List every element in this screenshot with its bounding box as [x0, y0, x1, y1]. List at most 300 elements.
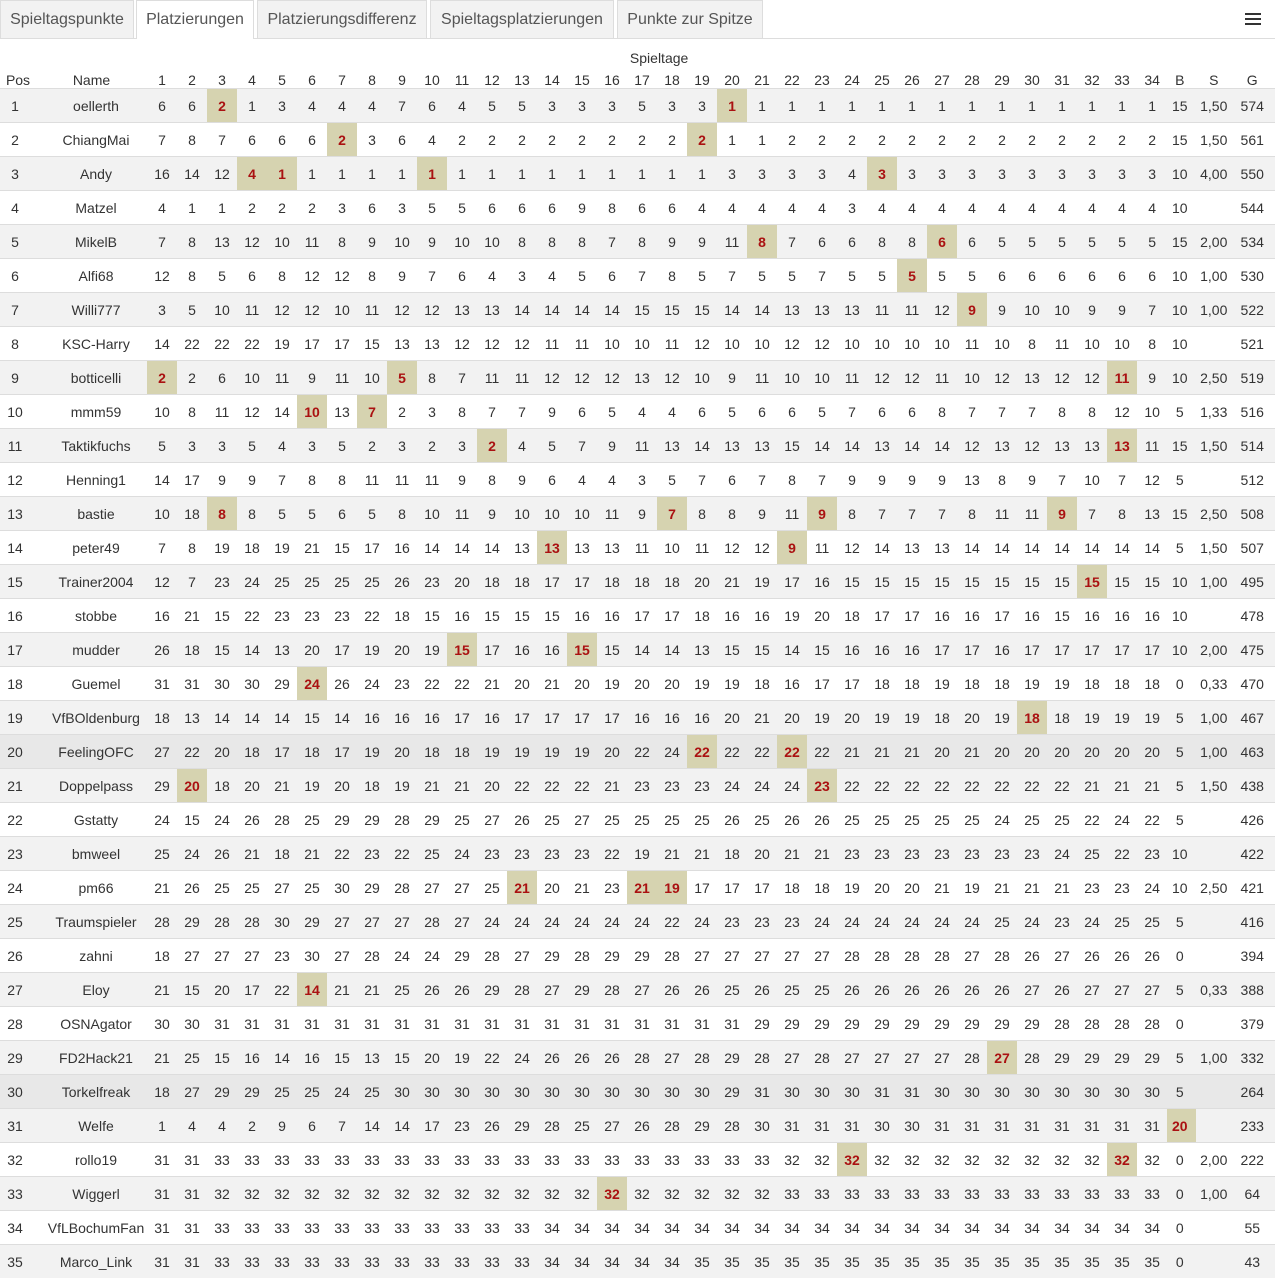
- pos-cell: 32: [0, 1143, 36, 1177]
- pos-cell: 7: [0, 293, 36, 327]
- placement-cell: 24: [357, 667, 387, 701]
- col-header-day[interactable]: 21: [747, 66, 777, 89]
- placement-cell: 28: [147, 905, 177, 939]
- placement-cell: 6: [507, 191, 537, 225]
- placement-cell: 1: [837, 89, 867, 123]
- placement-cell: 20: [507, 667, 537, 701]
- placement-cell: 21: [147, 871, 177, 905]
- placement-cell: 21: [477, 667, 507, 701]
- placement-cell: 19: [1017, 667, 1047, 701]
- name-cell: Gstatty: [36, 803, 147, 837]
- placement-cell: 30: [447, 1075, 477, 1109]
- pos-cell: 15: [0, 565, 36, 599]
- best-placement-cell: 15: [1077, 565, 1107, 599]
- placement-cell: 29: [1077, 1041, 1107, 1075]
- placement-cell: 11: [537, 327, 567, 361]
- placement-cell: 5: [147, 429, 177, 463]
- col-header-s[interactable]: S: [1196, 66, 1235, 89]
- placement-cell: 3: [387, 429, 417, 463]
- placements-table: [0, 46, 1275, 1278]
- col-header-day[interactable]: 10: [417, 66, 447, 89]
- col-header-day[interactable]: 8: [357, 66, 387, 89]
- placement-cell: 16: [897, 633, 927, 667]
- placement-cell: 31: [417, 1007, 447, 1041]
- placement-cell: 7: [597, 225, 627, 259]
- placement-cell: 3: [177, 429, 207, 463]
- placement-cell: 29: [837, 1007, 867, 1041]
- placement-cell: 16: [1077, 599, 1107, 633]
- placement-cell: 8: [357, 259, 387, 293]
- table-row: [0, 293, 1275, 327]
- s-cell: [1196, 327, 1235, 361]
- placement-cell: 16: [807, 565, 837, 599]
- placement-cell: 13: [687, 633, 717, 667]
- placement-cell: 34: [1047, 1211, 1077, 1245]
- placement-cell: 13: [597, 531, 627, 565]
- placement-cell: 14: [867, 531, 897, 565]
- placement-cell: 13: [987, 429, 1017, 463]
- name-cell: VfLBochumFan: [36, 1211, 147, 1245]
- placement-cell: 34: [867, 1211, 897, 1245]
- placement-cell: 22: [807, 735, 837, 769]
- placement-cell: 26: [1047, 973, 1077, 1007]
- placement-cell: 31: [177, 667, 207, 701]
- placement-cell: 17: [1107, 633, 1137, 667]
- placement-cell: 19: [567, 735, 597, 769]
- placement-cell: 30: [237, 667, 267, 701]
- placement-cell: 22: [237, 327, 267, 361]
- placement-cell: 9: [267, 1109, 297, 1143]
- placement-cell: 33: [867, 1177, 897, 1211]
- tab-punkte-zur-spitze[interactable]: Punkte zur Spitze: [617, 0, 763, 38]
- total-cell: 495: [1235, 565, 1275, 599]
- placement-cell: 25: [357, 1075, 387, 1109]
- placement-cell: 21: [147, 973, 177, 1007]
- col-header-g[interactable]: G: [1235, 66, 1275, 89]
- placement-cell: 5: [477, 89, 507, 123]
- placement-cell: 15: [507, 599, 537, 633]
- table-row: [0, 871, 1275, 905]
- best-placement-cell: 1: [417, 157, 447, 191]
- placement-cell: 23: [837, 837, 867, 871]
- bonus-cell: 10: [1167, 599, 1196, 633]
- placement-cell: 25: [177, 1041, 207, 1075]
- col-header-day[interactable]: 28: [957, 66, 987, 89]
- total-cell: 264: [1235, 1075, 1275, 1109]
- placement-cell: 2: [777, 123, 807, 157]
- placement-cell: 17: [327, 327, 357, 361]
- placement-cell: 1: [507, 157, 537, 191]
- placement-cell: 1: [1017, 89, 1047, 123]
- placement-cell: 13: [177, 701, 207, 735]
- col-header-day[interactable]: 20: [717, 66, 747, 89]
- placement-cell: 3: [207, 429, 237, 463]
- placement-cell: 22: [507, 769, 537, 803]
- placement-cell: 20: [207, 735, 237, 769]
- total-cell: 416: [1235, 905, 1275, 939]
- tab-spieltagspunkte[interactable]: Spieltagspunkte: [0, 0, 134, 38]
- name-cell: VfBOldenburg: [36, 701, 147, 735]
- col-header-day[interactable]: 4: [237, 66, 267, 89]
- s-cell: [1196, 939, 1235, 973]
- placement-cell: 34: [537, 1211, 567, 1245]
- placement-cell: 2: [957, 123, 987, 157]
- col-header-day[interactable]: 9: [387, 66, 417, 89]
- placement-cell: 33: [327, 1211, 357, 1245]
- col-header-day[interactable]: 22: [777, 66, 807, 89]
- placement-cell: 17: [537, 701, 567, 735]
- placement-cell: 16: [687, 701, 717, 735]
- placement-cell: 5: [807, 395, 837, 429]
- placement-cell: 31: [357, 1007, 387, 1041]
- table-row: [0, 565, 1275, 599]
- spieltage-header: Spieltage: [147, 46, 1167, 66]
- placement-cell: 29: [447, 939, 477, 973]
- col-header-day[interactable]: 30: [1017, 66, 1047, 89]
- placement-cell: 32: [357, 1177, 387, 1211]
- best-placement-cell: 7: [357, 395, 387, 429]
- placement-cell: 25: [387, 973, 417, 1007]
- placement-cell: 6: [237, 259, 267, 293]
- col-header-day[interactable]: 32: [1077, 66, 1107, 89]
- placement-cell: 24: [657, 735, 687, 769]
- placement-cell: 31: [297, 1007, 327, 1041]
- placement-cell: 12: [477, 327, 507, 361]
- placement-cell: 15: [1137, 565, 1167, 599]
- placement-cell: 23: [297, 599, 327, 633]
- placement-cell: 8: [987, 463, 1017, 497]
- placement-cell: 10: [417, 497, 447, 531]
- placement-cell: 16: [627, 701, 657, 735]
- placement-cell: 12: [657, 361, 687, 395]
- placement-cell: 17: [567, 565, 597, 599]
- placement-cell: 31: [177, 1245, 207, 1278]
- col-header-b[interactable]: B: [1167, 66, 1196, 89]
- placement-cell: 32: [927, 1143, 957, 1177]
- placement-cell: 20: [477, 769, 507, 803]
- placement-cell: 4: [1017, 191, 1047, 225]
- placement-cell: 4: [297, 89, 327, 123]
- placement-cell: 25: [297, 565, 327, 599]
- placement-cell: 33: [237, 1143, 267, 1177]
- bonus-cell: 5: [1167, 1041, 1196, 1075]
- placement-cell: 5: [447, 191, 477, 225]
- col-header-day[interactable]: 29: [987, 66, 1017, 89]
- placement-cell: 17: [267, 735, 297, 769]
- placement-cell: 16: [507, 633, 537, 667]
- placement-cell: 28: [567, 939, 597, 973]
- placement-cell: 11: [1047, 327, 1077, 361]
- placement-cell: 4: [207, 1109, 237, 1143]
- total-cell: 467: [1235, 701, 1275, 735]
- placement-cell: 19: [267, 531, 297, 565]
- col-header-day[interactable]: 2: [177, 66, 207, 89]
- name-cell: OSNAgator: [36, 1007, 147, 1041]
- col-header-day[interactable]: 5: [267, 66, 297, 89]
- placement-cell: 18: [147, 1075, 177, 1109]
- placement-cell: 17: [177, 463, 207, 497]
- s-cell: [1196, 599, 1235, 633]
- best-placement-cell: 2: [207, 89, 237, 123]
- name-cell: bmweel: [36, 837, 147, 871]
- placement-cell: 27: [1017, 973, 1047, 1007]
- placement-cell: 24: [537, 905, 567, 939]
- placement-cell: 7: [1077, 497, 1107, 531]
- placement-cell: 16: [657, 701, 687, 735]
- placement-cell: 15: [1047, 565, 1077, 599]
- placement-cell: 9: [507, 463, 537, 497]
- placement-cell: 24: [807, 905, 837, 939]
- s-cell: [1196, 1211, 1235, 1245]
- placement-cell: 24: [777, 769, 807, 803]
- placement-cell: 16: [357, 701, 387, 735]
- placement-cell: 18: [627, 565, 657, 599]
- placement-cell: 34: [627, 1245, 657, 1278]
- placement-cell: 14: [987, 531, 1017, 565]
- bonus-cell: 0: [1167, 1177, 1196, 1211]
- placement-cell: 25: [477, 871, 507, 905]
- table-row: [0, 157, 1275, 191]
- placement-cell: 24: [507, 1041, 537, 1075]
- placement-cell: 20: [447, 565, 477, 599]
- placement-cell: 8: [177, 225, 207, 259]
- placement-cell: 9: [837, 463, 867, 497]
- col-header-day[interactable]: 17: [627, 66, 657, 89]
- hamburger-menu-icon[interactable]: [1243, 10, 1263, 28]
- col-header-day[interactable]: 16: [597, 66, 627, 89]
- placement-cell: 6: [1137, 259, 1167, 293]
- placement-cell: 18: [147, 701, 177, 735]
- placement-cell: 3: [627, 463, 657, 497]
- col-header-day[interactable]: 12: [477, 66, 507, 89]
- placement-cell: 15: [777, 429, 807, 463]
- total-cell: 550: [1235, 157, 1275, 191]
- placement-cell: 15: [357, 327, 387, 361]
- placement-cell: 32: [987, 1143, 1017, 1177]
- col-header-day[interactable]: 1: [147, 66, 177, 89]
- placement-cell: 8: [507, 225, 537, 259]
- placement-cell: 11: [957, 327, 987, 361]
- name-cell: Henning1: [36, 463, 147, 497]
- placement-cell: 27: [327, 905, 357, 939]
- placement-cell: 27: [237, 939, 267, 973]
- placement-cell: 8: [927, 395, 957, 429]
- col-header-day[interactable]: 19: [687, 66, 717, 89]
- placement-cell: 15: [177, 803, 207, 837]
- placement-cell: 19: [837, 871, 867, 905]
- placement-cell: 4: [837, 157, 867, 191]
- placement-cell: 17: [1047, 633, 1077, 667]
- placement-cell: 22: [957, 769, 987, 803]
- placement-cell: 16: [567, 599, 597, 633]
- placement-cell: 7: [207, 123, 237, 157]
- placement-cell: 13: [717, 429, 747, 463]
- placement-cell: 28: [477, 939, 507, 973]
- bonus-cell: 10: [1167, 293, 1196, 327]
- placement-cell: 31: [1017, 1109, 1047, 1143]
- placement-cell: 10: [1107, 327, 1137, 361]
- table-row: [0, 667, 1275, 701]
- placement-cell: 27: [327, 939, 357, 973]
- placement-cell: 35: [897, 1245, 927, 1278]
- total-cell: 516: [1235, 395, 1275, 429]
- col-header-day[interactable]: 18: [657, 66, 687, 89]
- col-header-day[interactable]: 23: [807, 66, 837, 89]
- placement-cell: 18: [237, 531, 267, 565]
- placement-cell: 8: [1047, 395, 1077, 429]
- col-header-day[interactable]: 11: [447, 66, 477, 89]
- placement-cell: 15: [837, 565, 867, 599]
- placement-cell: 25: [627, 803, 657, 837]
- placement-cell: 22: [1137, 803, 1167, 837]
- placement-cell: 10: [657, 531, 687, 565]
- placement-cell: 4: [897, 191, 927, 225]
- placement-cell: 8: [777, 463, 807, 497]
- pos-cell: 29: [0, 1041, 36, 1075]
- placement-cell: 29: [777, 1007, 807, 1041]
- bonus-cell: 10: [1167, 565, 1196, 599]
- placement-cell: 2: [627, 123, 657, 157]
- col-header-day[interactable]: 6: [297, 66, 327, 89]
- placement-cell: 8: [867, 225, 897, 259]
- placement-cell: 28: [987, 939, 1017, 973]
- placement-cell: 15: [1047, 599, 1077, 633]
- placement-cell: 31: [627, 1007, 657, 1041]
- placement-cell: 6: [357, 191, 387, 225]
- placement-cell: 29: [477, 973, 507, 1007]
- placement-cell: 17: [327, 633, 357, 667]
- bonus-cell: 0: [1167, 1211, 1196, 1245]
- placement-cell: 26: [147, 633, 177, 667]
- name-cell: Marco_Link: [36, 1245, 147, 1278]
- placement-cell: 8: [1017, 327, 1047, 361]
- placement-cell: 27: [357, 905, 387, 939]
- placement-cell: 18: [207, 769, 237, 803]
- pos-cell: 9: [0, 361, 36, 395]
- col-header-day[interactable]: 24: [837, 66, 867, 89]
- placement-cell: 28: [1077, 1007, 1107, 1041]
- table-row: [0, 905, 1275, 939]
- placement-cell: 20: [957, 701, 987, 735]
- placement-cell: 2: [447, 123, 477, 157]
- placement-cell: 28: [357, 939, 387, 973]
- placement-cell: 1: [867, 89, 897, 123]
- bonus-cell: 5: [1167, 769, 1196, 803]
- placement-cell: 6: [567, 395, 597, 429]
- placement-cell: 32: [267, 1177, 297, 1211]
- placement-cell: 20: [1137, 735, 1167, 769]
- placement-cell: 33: [567, 1143, 597, 1177]
- placement-cell: 3: [687, 89, 717, 123]
- placement-cell: 8: [957, 497, 987, 531]
- placement-cell: 10: [627, 327, 657, 361]
- placement-cell: 12: [837, 531, 867, 565]
- placement-cell: 6: [1107, 259, 1137, 293]
- placement-cell: 21: [867, 735, 897, 769]
- placement-cell: 22: [927, 769, 957, 803]
- pos-cell: 27: [0, 973, 36, 1007]
- placement-cell: 7: [147, 531, 177, 565]
- placement-cell: 16: [927, 599, 957, 633]
- placement-cell: 16: [987, 633, 1017, 667]
- placement-cell: 4: [1047, 191, 1077, 225]
- placement-cell: 26: [537, 1041, 567, 1075]
- tab-platzierungsdifferenz[interactable]: Platzierungsdifferenz: [257, 0, 427, 38]
- placement-cell: 34: [537, 1245, 567, 1278]
- placement-cell: 18: [507, 565, 537, 599]
- pos-cell: 25: [0, 905, 36, 939]
- placement-cell: 31: [147, 1211, 177, 1245]
- placement-cell: 24: [507, 905, 537, 939]
- placement-cell: 7: [327, 1109, 357, 1143]
- best-placement-cell: 15: [567, 633, 597, 667]
- col-header-day[interactable]: 33: [1107, 66, 1137, 89]
- col-header-day[interactable]: 31: [1047, 66, 1077, 89]
- placement-cell: 15: [177, 973, 207, 1007]
- placement-cell: 17: [717, 871, 747, 905]
- total-cell: 519: [1235, 361, 1275, 395]
- placement-cell: 24: [207, 803, 237, 837]
- col-header-day[interactable]: 25: [867, 66, 897, 89]
- col-header-day[interactable]: 14: [537, 66, 567, 89]
- placement-cell: 21: [1137, 769, 1167, 803]
- best-placement-cell: 23: [807, 769, 837, 803]
- placement-cell: 1: [567, 157, 597, 191]
- placement-cell: 2: [1107, 123, 1137, 157]
- table-row: [0, 191, 1275, 225]
- placement-cell: 3: [987, 157, 1017, 191]
- placement-cell: 28: [1107, 1007, 1137, 1041]
- placement-cell: 5: [177, 293, 207, 327]
- placement-cell: 4: [447, 89, 477, 123]
- placement-cell: 14: [327, 701, 357, 735]
- col-header-name[interactable]: Name: [36, 66, 147, 89]
- placement-cell: 9: [1077, 293, 1107, 327]
- placement-cell: 11: [567, 327, 597, 361]
- col-header-day[interactable]: 3: [207, 66, 237, 89]
- tab-spieltagsplatzierungen[interactable]: Spieltagsplatzierungen: [430, 0, 614, 38]
- placement-cell: 10: [267, 225, 297, 259]
- placement-cell: 1: [477, 157, 507, 191]
- placement-cell: 1: [1137, 89, 1167, 123]
- col-header-day[interactable]: 34: [1137, 66, 1167, 89]
- col-header-day[interactable]: 15: [567, 66, 597, 89]
- placement-cell: 10: [717, 327, 747, 361]
- tab-platzierungen[interactable]: Platzierungen: [136, 0, 254, 39]
- col-header-day[interactable]: 27: [927, 66, 957, 89]
- placement-cell: 35: [927, 1245, 957, 1278]
- placement-cell: 32: [687, 1177, 717, 1211]
- placement-cell: 26: [597, 1041, 627, 1075]
- col-header-day[interactable]: 13: [507, 66, 537, 89]
- col-header-day[interactable]: 7: [327, 66, 357, 89]
- placement-cell: 15: [747, 633, 777, 667]
- s-cell: 1,50: [1196, 769, 1235, 803]
- placement-cell: 11: [837, 361, 867, 395]
- col-header-pos[interactable]: Pos: [0, 66, 36, 89]
- table-row: [0, 429, 1275, 463]
- placement-cell: 4: [1077, 191, 1107, 225]
- placement-cell: 25: [357, 565, 387, 599]
- placement-cell: 25: [657, 803, 687, 837]
- placement-cell: 30: [327, 871, 357, 905]
- placement-cell: 6: [237, 123, 267, 157]
- placement-cell: 16: [387, 531, 417, 565]
- placement-cell: 3: [507, 259, 537, 293]
- col-header-day[interactable]: 26: [897, 66, 927, 89]
- placement-cell: 30: [537, 1075, 567, 1109]
- placement-cell: 25: [537, 803, 567, 837]
